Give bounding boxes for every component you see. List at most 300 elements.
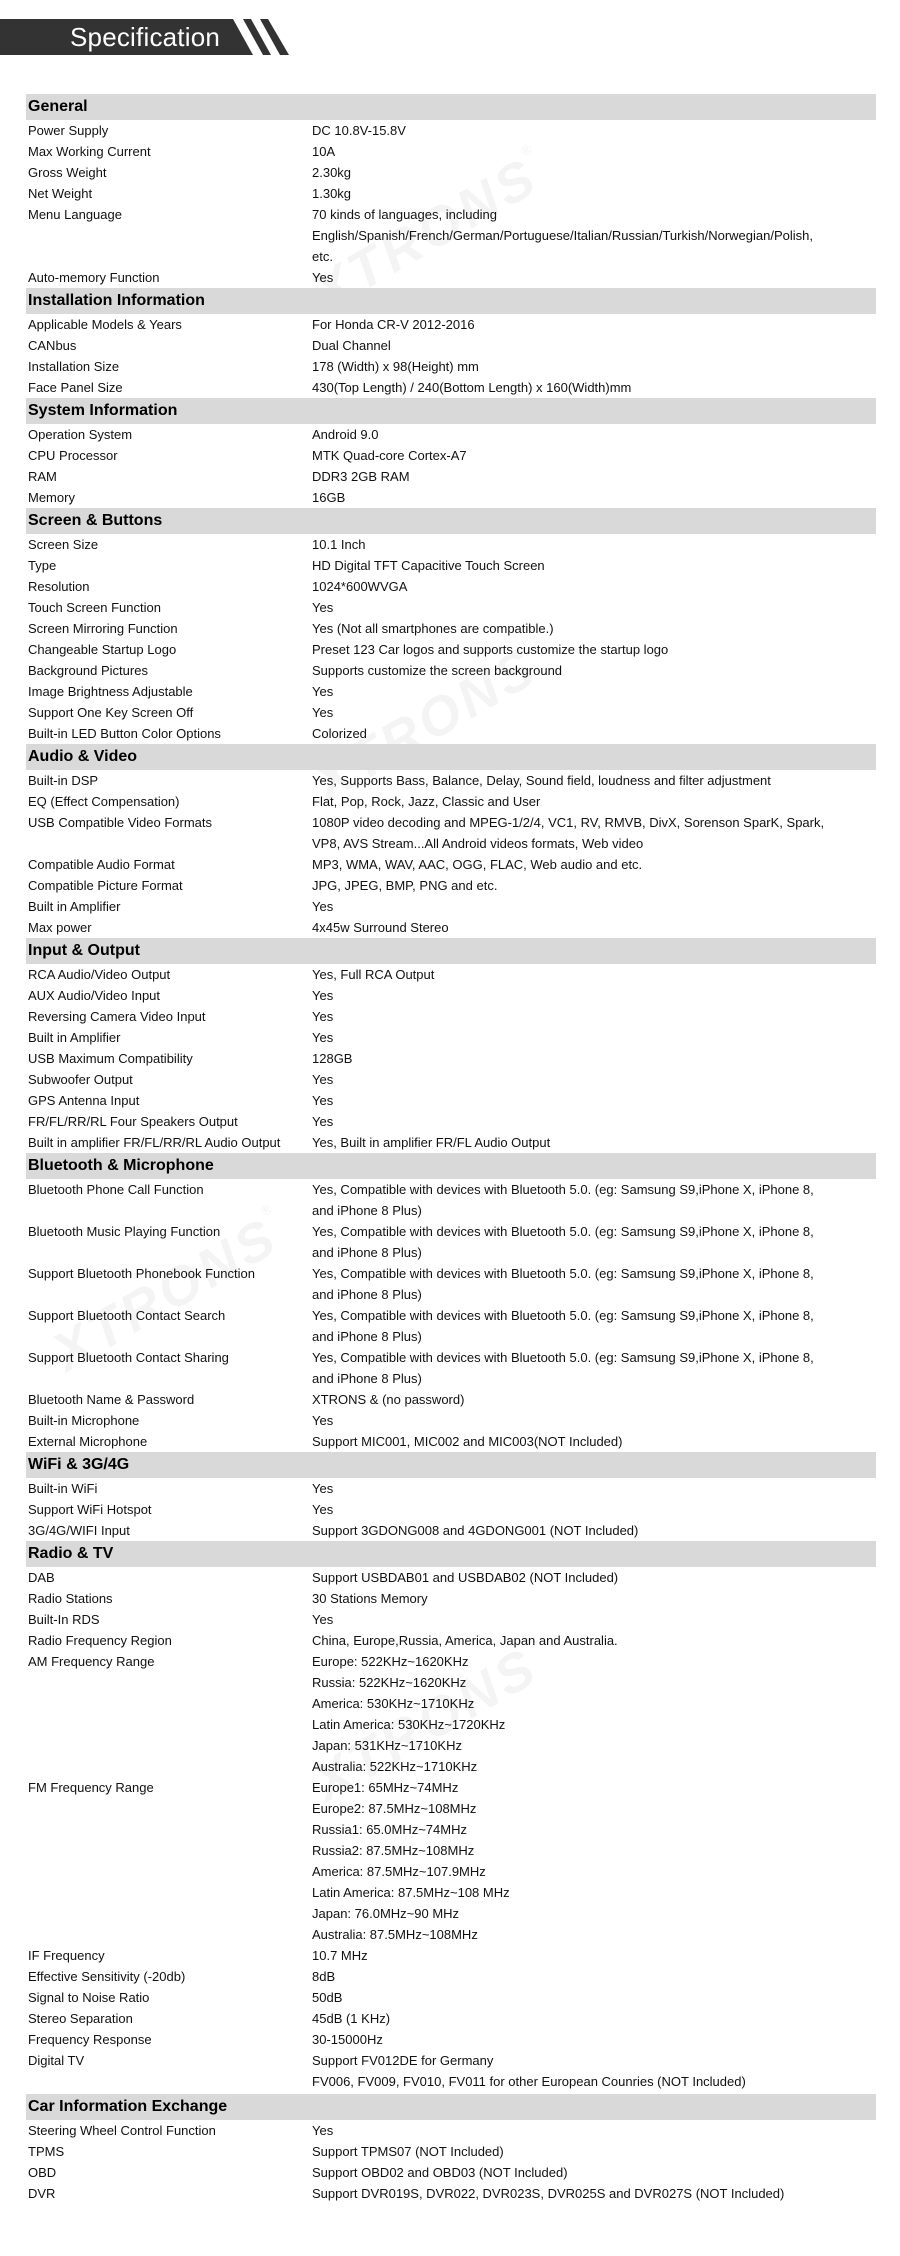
spec-value — [312, 1630, 876, 1651]
spec-row — [26, 1945, 876, 1966]
spec-value — [312, 1966, 876, 1987]
spec-value-line: Yes — [312, 684, 334, 699]
spec-value-line: Latin America: 530KHz~1720KHz — [312, 1717, 506, 1732]
spec-row — [26, 812, 876, 854]
spec-label: Auto-memory Function — [28, 270, 160, 285]
spec-value-line: 10.7 MHz — [312, 1948, 368, 1963]
spec-label: Net Weight — [28, 186, 93, 201]
spec-value-line: Australia: 522KHz~1710KHz — [312, 1759, 478, 1774]
spec-row — [26, 162, 876, 183]
spec-value-line: Yes, Compatible with devices with Bluetooth 5.0. (eg: Samsung S9,iPhone X, iPhone 8, — [312, 1224, 814, 1239]
spec-label: Built-In RDS — [28, 1612, 100, 1627]
spec-row — [26, 660, 876, 681]
spec-label: Built in amplifier FR/FL/RR/RL Audio Output — [28, 1135, 281, 1150]
spec-row — [26, 875, 876, 896]
spec-value — [312, 660, 876, 681]
spec-row — [26, 854, 876, 875]
spec-value-line: Europe2: 87.5MHz~108MHz — [312, 1801, 477, 1816]
spec-label: Applicable Models & Years — [28, 317, 182, 332]
spec-row — [26, 377, 876, 398]
spec-value — [312, 791, 876, 812]
spec-value — [312, 964, 876, 985]
spec-value — [312, 335, 876, 356]
spec-value-line: Yes — [312, 1481, 334, 1496]
spec-row — [26, 314, 876, 335]
spec-value-line: Yes — [312, 988, 334, 1003]
spec-value — [312, 2050, 876, 2092]
spec-value-line: Supports customize the screen background — [312, 663, 563, 678]
spec-label: IF Frequency — [28, 1948, 105, 1963]
spec-value-line: 10.1 Inch — [312, 537, 366, 552]
spec-row — [26, 1478, 876, 1499]
spec-label: Subwoofer Output — [28, 1072, 133, 1087]
spec-value-line: etc. — [312, 249, 333, 264]
spec-value-line: Yes, Built in amplifier FR/FL Audio Output — [312, 1135, 551, 1150]
spec-value-line: Yes — [312, 705, 334, 720]
spec-row — [26, 1069, 876, 1090]
spec-row — [26, 791, 876, 812]
spec-value-line: Europe1: 65MHz~74MHz — [312, 1780, 459, 1795]
spec-value-line: DDR3 2GB RAM — [312, 469, 410, 484]
spec-label: Support Bluetooth Contact Sharing — [28, 1350, 229, 1365]
spec-row — [26, 1179, 876, 1221]
spec-label: CANbus — [28, 338, 77, 353]
section-header: Car Information Exchange — [26, 2094, 876, 2120]
spec-value-line: XTRONS & (no password) — [312, 1392, 465, 1407]
spec-label: Signal to Noise Ratio — [28, 1990, 150, 2005]
spec-value-line: Yes — [312, 1114, 334, 1129]
spec-label: Max Working Current — [28, 144, 151, 159]
spec-label: Image Brightness Adjustable — [28, 684, 193, 699]
spec-value — [312, 1410, 876, 1431]
spec-label: DAB — [28, 1570, 55, 1585]
spec-label: GPS Antenna Input — [28, 1093, 140, 1108]
spec-row — [26, 723, 876, 744]
spec-value-line: MP3, WMA, WAV, AAC, OGG, FLAC, Web audio and etc. — [312, 857, 643, 872]
spec-value — [312, 267, 876, 288]
spec-label: Background Pictures — [28, 663, 148, 678]
spec-row — [26, 204, 876, 267]
section-header: Screen & Buttons — [26, 508, 876, 534]
spec-value-line: Flat, Pop, Rock, Jazz, Classic and User — [312, 794, 541, 809]
spec-row — [26, 597, 876, 618]
spec-label: Compatible Audio Format — [28, 857, 175, 872]
spec-value-line: Yes, Compatible with devices with Bluetooth 5.0. (eg: Samsung S9,iPhone X, iPhone 8, — [312, 1182, 814, 1197]
spec-value-line: Support TPMS07 (NOT Included) — [312, 2144, 504, 2159]
spec-value — [312, 681, 876, 702]
spec-label: Built-in WiFi — [28, 1481, 98, 1496]
spec-label: Support Bluetooth Phonebook Function — [28, 1266, 255, 1281]
spec-row — [26, 466, 876, 487]
spec-value-line: VP8, AVS Stream...All Android videos formats, Web video — [312, 836, 644, 851]
spec-row — [26, 896, 876, 917]
spec-row — [26, 1132, 876, 1153]
spec-value-line: 1.30kg — [312, 186, 352, 201]
spec-label: Radio Stations — [28, 1591, 113, 1606]
spec-label: Built-in DSP — [28, 773, 99, 788]
spec-row — [26, 1263, 876, 1305]
spec-row — [26, 2141, 876, 2162]
spec-value-line: JPG, JPEG, BMP, PNG and etc. — [312, 878, 498, 893]
spec-row — [26, 2120, 876, 2141]
spec-label: USB Compatible Video Formats — [28, 815, 213, 830]
spec-value-line: Support FV012DE for Germany — [312, 2053, 494, 2068]
spec-value — [312, 1263, 876, 1305]
spec-value-line: 430(Top Length) / 240(Bottom Length) x 160(Width)mm — [312, 380, 632, 395]
spec-row — [26, 576, 876, 597]
spec-value-line: 16GB — [312, 490, 346, 505]
spec-value-line: 8dB — [312, 1969, 336, 1984]
spec-row — [26, 1630, 876, 1651]
spec-value-line: 30-15000Hz — [312, 2032, 383, 2047]
spec-row — [26, 1090, 876, 1111]
spec-label: Built in Amplifier — [28, 899, 121, 914]
spec-value — [312, 377, 876, 398]
spec-label: AUX Audio/Video Input — [28, 988, 161, 1003]
spec-row — [26, 2008, 876, 2029]
spec-label: Built-in LED Button Color Options — [28, 726, 221, 741]
spec-label: Steering Wheel Control Function — [28, 2123, 216, 2138]
spec-value — [312, 314, 876, 335]
spec-value-line: DC 10.8V-15.8V — [312, 123, 406, 138]
spec-value — [312, 1069, 876, 1090]
spec-value — [312, 1478, 876, 1499]
spec-value-line: For Honda CR-V 2012-2016 — [312, 317, 475, 332]
spec-row — [26, 2029, 876, 2050]
section-header: WiFi & 3G/4G — [26, 1452, 876, 1478]
spec-value — [312, 1048, 876, 1069]
spec-value-line: Yes — [312, 2123, 334, 2138]
spec-row — [26, 1567, 876, 1588]
spec-value — [312, 445, 876, 466]
spec-value-line: Dual Channel — [312, 338, 391, 353]
spec-value — [312, 576, 876, 597]
spec-label: External Microphone — [28, 1434, 148, 1449]
spec-value — [312, 1520, 876, 1541]
section-header: System Information — [26, 398, 876, 424]
spec-value — [312, 896, 876, 917]
spec-value-line: Europe: 522KHz~1620KHz — [312, 1654, 469, 1669]
spec-row — [26, 1048, 876, 1069]
spec-row — [26, 702, 876, 723]
spec-row — [26, 1221, 876, 1263]
spec-value — [312, 770, 876, 791]
spec-value — [312, 1305, 876, 1347]
spec-label: OBD — [28, 2165, 57, 2180]
spec-row — [26, 1499, 876, 1520]
spec-row — [26, 2050, 876, 2092]
spec-label: Menu Language — [28, 207, 122, 222]
spec-value — [312, 1651, 876, 1777]
spec-value — [312, 1431, 876, 1452]
spec-value-line: Support DVR019S, DVR022, DVR023S, DVR025S and DVR027S (NOT Included) — [312, 2186, 785, 2201]
spec-label: Built-in Microphone — [28, 1413, 140, 1428]
spec-label: RAM — [28, 469, 57, 484]
spec-label: Gross Weight — [28, 165, 107, 180]
spec-label: Resolution — [28, 579, 90, 594]
spec-row — [26, 639, 876, 660]
spec-value — [312, 1132, 876, 1153]
spec-value — [312, 2120, 876, 2141]
spec-value-line: 4x45w Surround Stereo — [312, 920, 449, 935]
spec-label: Max power — [28, 920, 92, 935]
spec-row — [26, 534, 876, 555]
spec-value — [312, 183, 876, 204]
spec-label: Radio Frequency Region — [28, 1633, 172, 1648]
spec-value — [312, 1006, 876, 1027]
specification-banner — [0, 19, 300, 55]
spec-row — [26, 1987, 876, 2008]
spec-label: Screen Mirroring Function — [28, 621, 178, 636]
spec-value-line: Japan: 531KHz~1710KHz — [312, 1738, 462, 1753]
spec-value — [312, 1347, 876, 1389]
spec-label: FR/FL/RR/RL Four Speakers Output — [28, 1114, 238, 1129]
spec-value — [312, 424, 876, 445]
spec-value-line: Yes, Compatible with devices with Bluetooth 5.0. (eg: Samsung S9,iPhone X, iPhone 8, — [312, 1308, 814, 1323]
spec-value — [312, 120, 876, 141]
spec-row — [26, 1431, 876, 1452]
spec-row — [26, 424, 876, 445]
specification-table — [26, 94, 876, 2204]
spec-row — [26, 1588, 876, 1609]
spec-value — [312, 2162, 876, 2183]
spec-value — [312, 812, 876, 854]
spec-value — [312, 1389, 876, 1410]
spec-value — [312, 1499, 876, 1520]
spec-value — [312, 487, 876, 508]
spec-value-line: Support 3GDONG008 and 4GDONG001 (NOT Included) — [312, 1523, 639, 1538]
spec-label: Effective Sensitivity (-20db) — [28, 1969, 186, 1984]
section-header: General — [26, 94, 876, 120]
spec-value-line: Japan: 76.0MHz~90 MHz — [312, 1906, 460, 1921]
spec-label: Operation System — [28, 427, 133, 442]
spec-row — [26, 141, 876, 162]
page-title: Specification — [70, 22, 221, 52]
spec-value-line: and iPhone 8 Plus) — [312, 1245, 422, 1260]
spec-label: EQ (Effect Compensation) — [28, 794, 180, 809]
spec-value — [312, 2029, 876, 2050]
spec-row — [26, 1347, 876, 1389]
spec-label: Support Bluetooth Contact Search — [28, 1308, 226, 1323]
spec-label: Bluetooth Name & Password — [28, 1392, 195, 1407]
spec-value-line: Yes — [312, 1413, 334, 1428]
spec-value-line: Russia1: 65.0MHz~74MHz — [312, 1822, 467, 1837]
spec-value-line: Android 9.0 — [312, 427, 379, 442]
spec-value-line: and iPhone 8 Plus) — [312, 1329, 422, 1344]
spec-row — [26, 1520, 876, 1541]
spec-label: Support WiFi Hotspot — [28, 1502, 152, 1517]
spec-value-line: Yes — [312, 1030, 334, 1045]
spec-value-line: Preset 123 Car logos and supports customize the startup logo — [312, 642, 669, 657]
spec-row — [26, 1410, 876, 1431]
spec-value-line: Australia: 87.5MHz~108MHz — [312, 1927, 478, 1942]
spec-row — [26, 267, 876, 288]
spec-value-line: 70 kinds of languages, including — [312, 207, 498, 222]
spec-value-line: Support OBD02 and OBD03 (NOT Included) — [312, 2165, 568, 2180]
spec-value-line: Yes — [312, 899, 334, 914]
spec-value-line: MTK Quad-core Cortex-A7 — [312, 448, 467, 463]
spec-value — [312, 555, 876, 576]
section-header: Radio & TV — [26, 1541, 876, 1567]
spec-value-line: Yes, Full RCA Output — [312, 967, 435, 982]
spec-value-line: Yes, Compatible with devices with Bluetooth 5.0. (eg: Samsung S9,iPhone X, iPhone 8, — [312, 1266, 814, 1281]
spec-label: Compatible Picture Format — [28, 878, 183, 893]
spec-row — [26, 1006, 876, 1027]
spec-value-line: Yes — [312, 600, 334, 615]
spec-value-line: Yes — [312, 1009, 334, 1024]
spec-label: Support One Key Screen Off — [28, 705, 194, 720]
spec-label: Power Supply — [28, 123, 109, 138]
spec-value — [312, 1111, 876, 1132]
spec-row — [26, 1777, 876, 1945]
spec-value — [312, 1945, 876, 1966]
spec-value — [312, 2008, 876, 2029]
section-header: Bluetooth & Microphone — [26, 1153, 876, 1179]
spec-row — [26, 681, 876, 702]
spec-row — [26, 445, 876, 466]
spec-row — [26, 985, 876, 1006]
spec-value — [312, 1588, 876, 1609]
spec-label: Digital TV — [28, 2053, 85, 2068]
spec-value — [312, 1987, 876, 2008]
spec-value-line: 30 Stations Memory — [312, 1591, 428, 1606]
spec-label: Reversing Camera Video Input — [28, 1009, 206, 1024]
spec-row — [26, 770, 876, 791]
spec-value — [312, 356, 876, 377]
section-header: Audio & Video — [26, 744, 876, 770]
spec-row — [26, 1305, 876, 1347]
spec-value-line: 45dB (1 KHz) — [312, 2011, 391, 2026]
spec-value-line: Yes — [312, 1502, 334, 1517]
spec-label: TPMS — [28, 2144, 65, 2159]
spec-label: RCA Audio/Video Output — [28, 967, 171, 982]
spec-label: Bluetooth Phone Call Function — [28, 1182, 204, 1197]
spec-label: FM Frequency Range — [28, 1780, 154, 1795]
spec-row — [26, 1651, 876, 1777]
spec-value-line: 1024*600WVGA — [312, 579, 408, 594]
spec-label: Installation Size — [28, 359, 120, 374]
spec-row — [26, 555, 876, 576]
spec-label: Bluetooth Music Playing Function — [28, 1224, 221, 1239]
spec-value-line: 2.30kg — [312, 165, 352, 180]
spec-value-line: Yes, Supports Bass, Balance, Delay, Sound field, loudness and filter adjustment — [312, 773, 771, 788]
spec-label: Screen Size — [28, 537, 99, 552]
spec-row — [26, 1389, 876, 1410]
spec-value-line: Yes — [312, 1612, 334, 1627]
spec-value-line: 50dB — [312, 1990, 343, 2005]
spec-label: Built in Amplifier — [28, 1030, 121, 1045]
spec-value — [312, 1027, 876, 1048]
spec-value — [312, 639, 876, 660]
spec-value-line: Yes — [312, 1093, 334, 1108]
spec-value-line: Yes — [312, 270, 334, 285]
spec-row — [26, 120, 876, 141]
spec-label: CPU Processor — [28, 448, 118, 463]
spec-value-line: Support MIC001, MIC002 and MIC003(NOT Included) — [312, 1434, 623, 1449]
spec-row — [26, 2162, 876, 2183]
spec-value — [312, 1567, 876, 1588]
spec-value-line: HD Digital TFT Capacitive Touch Screen — [312, 558, 545, 573]
spec-label: DVR — [28, 2186, 56, 2201]
spec-row — [26, 335, 876, 356]
spec-value — [312, 985, 876, 1006]
spec-value-line: China, Europe,Russia, America, Japan and Australia. — [312, 1633, 618, 1648]
spec-value-line: 10A — [312, 144, 336, 159]
spec-value-line: FV006, FV009, FV010, FV011 for other European Counries (NOT Included) — [312, 2074, 746, 2089]
spec-label: Memory — [28, 490, 75, 505]
spec-value — [312, 204, 876, 267]
spec-value — [312, 1221, 876, 1263]
spec-value-line: and iPhone 8 Plus) — [312, 1371, 422, 1386]
spec-value-line: Russia2: 87.5MHz~108MHz — [312, 1843, 475, 1858]
spec-row — [26, 183, 876, 204]
spec-value — [312, 1609, 876, 1630]
spec-label: AM Frequency Range — [28, 1654, 155, 1669]
spec-row — [26, 2183, 876, 2204]
spec-value-line: Yes (Not all smartphones are compatible.) — [312, 621, 554, 636]
spec-row — [26, 964, 876, 985]
spec-value — [312, 875, 876, 896]
spec-value-line: Yes, Compatible with devices with Bluetooth 5.0. (eg: Samsung S9,iPhone X, iPhone 8, — [312, 1350, 814, 1365]
spec-value — [312, 162, 876, 183]
spec-value — [312, 534, 876, 555]
spec-value — [312, 854, 876, 875]
spec-value-line: America: 530KHz~1710KHz — [312, 1696, 475, 1711]
spec-label: Changeable Startup Logo — [28, 642, 177, 657]
spec-value-line: Yes — [312, 1072, 334, 1087]
spec-row — [26, 1609, 876, 1630]
spec-row — [26, 618, 876, 639]
spec-value — [312, 141, 876, 162]
spec-value-line: Latin America: 87.5MHz~108 MHz — [312, 1885, 510, 1900]
spec-value — [312, 597, 876, 618]
spec-row — [26, 356, 876, 377]
spec-value — [312, 1179, 876, 1221]
spec-label: Frequency Response — [28, 2032, 152, 2047]
spec-value — [312, 2141, 876, 2162]
spec-value — [312, 2183, 876, 2204]
section-header: Input & Output — [26, 938, 876, 964]
spec-value — [312, 618, 876, 639]
spec-value-line: 128GB — [312, 1051, 353, 1066]
spec-label: 3G/4G/WIFI Input — [28, 1523, 130, 1538]
spec-value — [312, 466, 876, 487]
spec-value — [312, 723, 876, 744]
spec-row — [26, 917, 876, 938]
spec-value — [312, 1777, 876, 1945]
spec-row — [26, 1027, 876, 1048]
spec-label: Type — [28, 558, 57, 573]
spec-value-line: America: 87.5MHz~107.9MHz — [312, 1864, 486, 1879]
spec-row — [26, 1966, 876, 1987]
spec-label: USB Maximum Compatibility — [28, 1051, 193, 1066]
spec-value-line: 178 (Width) x 98(Height) mm — [312, 359, 479, 374]
spec-value — [312, 917, 876, 938]
spec-value — [312, 1090, 876, 1111]
spec-value-line: Support USBDAB01 and USBDAB02 (NOT Included) — [312, 1570, 619, 1585]
spec-label: Stereo Separation — [28, 2011, 133, 2026]
spec-label: Touch Screen Function — [28, 600, 161, 615]
spec-row — [26, 1111, 876, 1132]
spec-label: Face Panel Size — [28, 380, 123, 395]
section-header: Installation Information — [26, 288, 876, 314]
spec-row — [26, 487, 876, 508]
spec-value-line: and iPhone 8 Plus) — [312, 1203, 422, 1218]
spec-value-line: 1080P video decoding and MPEG-1/2/4, VC1, RV, RMVB, DivX, Sorenson SparK, Spark, — [312, 815, 825, 830]
spec-value-line: English/Spanish/French/German/Portuguese/Italian/Russian/Turkish/Norwegian/Polish, — [312, 228, 813, 243]
spec-value — [312, 702, 876, 723]
spec-value-line: Colorized — [312, 726, 367, 741]
